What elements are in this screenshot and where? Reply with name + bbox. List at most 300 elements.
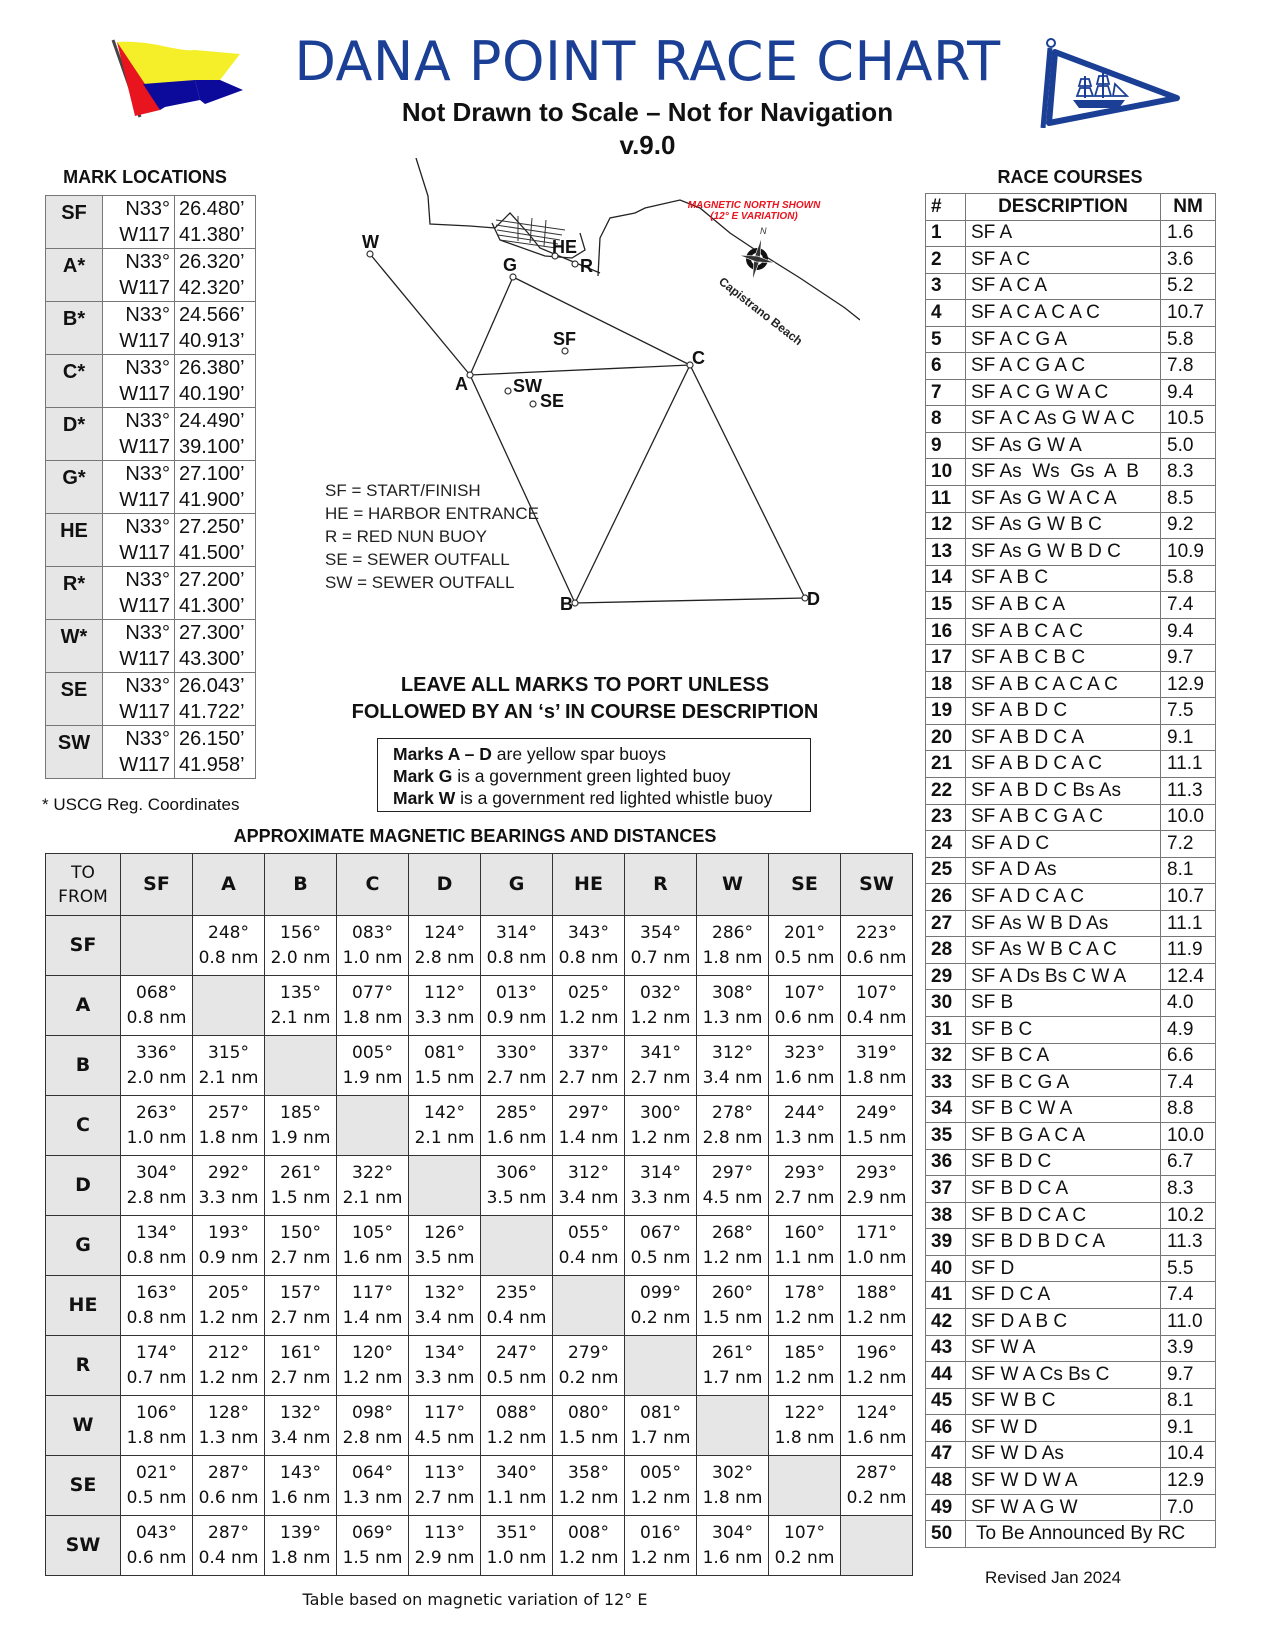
distance-value: 3.4 nm bbox=[558, 1187, 619, 1208]
bearing-cell bbox=[841, 1396, 913, 1456]
bearing-value: 201° bbox=[784, 922, 825, 943]
course-description: SF A B C B C bbox=[966, 645, 1161, 672]
course-distance: 5.8 bbox=[1161, 326, 1216, 353]
distance-value: 0.4 nm bbox=[486, 1307, 547, 1328]
mark-id: SW bbox=[46, 726, 103, 779]
map-legend-sf: SF = START/FINISH bbox=[325, 481, 481, 500]
distance-value: 1.5 nm bbox=[414, 1067, 475, 1088]
mark-locations-title: MARK LOCATIONS bbox=[63, 167, 227, 187]
distance-value: 1.2 nm bbox=[630, 1007, 691, 1028]
bearing-cell bbox=[481, 916, 553, 976]
uscg-footnote: * USCG Reg. Coordinates bbox=[42, 795, 240, 814]
race-course-row bbox=[926, 273, 1216, 300]
bearing-cell bbox=[121, 1216, 193, 1276]
course-description: SF A C A bbox=[966, 273, 1161, 300]
distance-value: 0.8 nm bbox=[558, 947, 619, 968]
mark-minutes bbox=[175, 726, 256, 779]
bearing-cell bbox=[625, 1456, 697, 1516]
row-header: R bbox=[46, 1336, 121, 1396]
mark-id: SE bbox=[46, 673, 103, 726]
distance-value: 2.1 nm bbox=[198, 1067, 259, 1088]
course-description: SF A C G A C bbox=[966, 353, 1161, 380]
course-distance: 9.4 bbox=[1161, 618, 1216, 645]
course-distance: 9.2 bbox=[1161, 512, 1216, 539]
mark-minutes bbox=[175, 620, 256, 673]
race-course-row bbox=[926, 937, 1216, 964]
coastline bbox=[416, 158, 860, 320]
course-number: 4 bbox=[926, 300, 966, 327]
bearing-value: 124° bbox=[856, 1402, 897, 1423]
distance-value: 0.2 nm bbox=[630, 1307, 691, 1328]
bearing-cell bbox=[193, 1036, 265, 1096]
race-course-row bbox=[926, 406, 1216, 433]
leave-note-line1: LEAVE ALL MARKS TO PORT UNLESS bbox=[400, 674, 770, 696]
course-description: SF A B C G A C bbox=[966, 804, 1161, 831]
row-header: G bbox=[46, 1216, 121, 1276]
course-distance: 3.9 bbox=[1161, 1335, 1216, 1362]
bearing-value: 032° bbox=[640, 982, 681, 1003]
bearing-value: 005° bbox=[352, 1042, 393, 1063]
race-course-row bbox=[926, 1149, 1216, 1176]
distance-value: 1.0 nm bbox=[846, 1247, 907, 1268]
column-header: C bbox=[337, 854, 409, 916]
bearing-cell bbox=[625, 1276, 697, 1336]
distance-value: 1.8 nm bbox=[774, 1427, 835, 1448]
course-number: 24 bbox=[926, 831, 966, 858]
course-description: SF A B D C Bs As bbox=[966, 778, 1161, 805]
bearing-value: 163° bbox=[136, 1282, 177, 1303]
bearing-cell bbox=[841, 1096, 913, 1156]
latitude-degrees: N33° bbox=[125, 357, 170, 379]
distance-value: 1.6 nm bbox=[342, 1247, 403, 1268]
bearings-row bbox=[46, 1036, 913, 1096]
course-description: SF D A B C bbox=[966, 1308, 1161, 1335]
distance-value: 1.2 nm bbox=[558, 1487, 619, 1508]
course-description: SF A bbox=[966, 220, 1161, 247]
bearing-cell bbox=[409, 916, 481, 976]
bearing-cell bbox=[553, 1396, 625, 1456]
bearing-value: 016° bbox=[640, 1522, 681, 1543]
capistrano-beach-label: Capistrano Beach bbox=[716, 274, 806, 349]
empty-cell bbox=[769, 1456, 841, 1516]
column-header: HE bbox=[553, 854, 625, 916]
bearing-value: 193° bbox=[208, 1222, 249, 1243]
bearing-value: 293° bbox=[784, 1162, 825, 1183]
course-description: SF W D bbox=[966, 1415, 1161, 1442]
course-distance: 6.6 bbox=[1161, 1043, 1216, 1070]
bearing-cell bbox=[841, 976, 913, 1036]
race-course-row bbox=[926, 1308, 1216, 1335]
course-distance: 8.8 bbox=[1161, 1096, 1216, 1123]
bearing-value: 235° bbox=[496, 1282, 537, 1303]
course-description: SF B C W A bbox=[966, 1096, 1161, 1123]
course-distance: 5.0 bbox=[1161, 432, 1216, 459]
distance-value: 1.6 nm bbox=[774, 1067, 835, 1088]
latitude-minutes: 27.200’ bbox=[179, 569, 245, 591]
bearing-value: 330° bbox=[496, 1042, 537, 1063]
distance-value: 0.4 nm bbox=[198, 1547, 259, 1568]
distance-value: 3.3 nm bbox=[630, 1187, 691, 1208]
bearing-value: 161° bbox=[280, 1342, 321, 1363]
course-number: 34 bbox=[926, 1096, 966, 1123]
course-description: SF As Ws Gs A B bbox=[966, 459, 1161, 486]
course-number: 10 bbox=[926, 459, 966, 486]
bearing-value: 319° bbox=[856, 1042, 897, 1063]
empty-cell bbox=[625, 1336, 697, 1396]
course-distance: 8.3 bbox=[1161, 1176, 1216, 1203]
distance-value: 1.8 nm bbox=[702, 1487, 763, 1508]
bearing-cell bbox=[697, 1456, 769, 1516]
mark-degrees bbox=[103, 514, 175, 567]
bearing-cell bbox=[409, 1396, 481, 1456]
course-description: SF B G A C A bbox=[966, 1123, 1161, 1150]
race-courses-table bbox=[925, 193, 1216, 1548]
bearing-cell bbox=[193, 1096, 265, 1156]
bearing-value: 008° bbox=[568, 1522, 609, 1543]
bearing-cell bbox=[769, 1516, 841, 1576]
distance-value: 1.2 nm bbox=[198, 1307, 259, 1328]
distance-value: 0.8 nm bbox=[126, 1247, 187, 1268]
mark-id: W* bbox=[46, 620, 103, 673]
distance-value: 0.5 nm bbox=[126, 1487, 187, 1508]
bearing-value: 128° bbox=[208, 1402, 249, 1423]
bearing-value: 358° bbox=[568, 1462, 609, 1483]
distance-value: 0.2 nm bbox=[846, 1487, 907, 1508]
course-description: SF W D As bbox=[966, 1441, 1161, 1468]
bearing-cell bbox=[121, 1456, 193, 1516]
longitude-minutes: 40.190’ bbox=[179, 383, 245, 405]
course-number: 36 bbox=[926, 1149, 966, 1176]
bearing-cell bbox=[121, 1096, 193, 1156]
race-course-row bbox=[926, 1123, 1216, 1150]
row-header: A bbox=[46, 976, 121, 1036]
course-distance: 7.5 bbox=[1161, 698, 1216, 725]
distance-value: 3.4 nm bbox=[270, 1427, 331, 1448]
distance-value: 2.7 nm bbox=[270, 1307, 331, 1328]
distance-value: 2.8 nm bbox=[342, 1427, 403, 1448]
bearing-value: 196° bbox=[856, 1342, 897, 1363]
distance-value: 2.7 nm bbox=[486, 1067, 547, 1088]
bearing-value: 312° bbox=[712, 1042, 753, 1063]
bearing-value: 287° bbox=[208, 1522, 249, 1543]
distance-value: 1.7 nm bbox=[702, 1367, 763, 1388]
bearing-value: 132° bbox=[424, 1282, 465, 1303]
bearing-value: 043° bbox=[136, 1522, 177, 1543]
latitude-degrees: N33° bbox=[125, 622, 170, 644]
bearing-cell bbox=[265, 1276, 337, 1336]
course-distance: 10.4 bbox=[1161, 1441, 1216, 1468]
course-description: SF A D C bbox=[966, 831, 1161, 858]
bearing-value: 263° bbox=[136, 1102, 177, 1123]
bearing-value: 354° bbox=[640, 922, 681, 943]
empty-cell bbox=[409, 1156, 481, 1216]
distance-value: 0.2 nm bbox=[774, 1547, 835, 1568]
bearing-value: 178° bbox=[784, 1282, 825, 1303]
bearing-cell bbox=[337, 976, 409, 1036]
course-description: SF A C bbox=[966, 247, 1161, 274]
mark-row bbox=[46, 249, 256, 302]
mark-minutes bbox=[175, 514, 256, 567]
bearing-value: 077° bbox=[352, 982, 393, 1003]
row-header: B bbox=[46, 1036, 121, 1096]
map-legend-se: SE = SEWER OUTFALL bbox=[325, 550, 510, 569]
bearing-value: 302° bbox=[712, 1462, 753, 1483]
race-course-row bbox=[926, 671, 1216, 698]
distance-value: 2.9 nm bbox=[846, 1187, 907, 1208]
course-distance: 3.6 bbox=[1161, 247, 1216, 274]
course-number: 9 bbox=[926, 432, 966, 459]
bearing-cell bbox=[409, 1036, 481, 1096]
course-number: 25 bbox=[926, 857, 966, 884]
longitude-minutes: 41.722’ bbox=[179, 701, 245, 723]
bearing-cell bbox=[337, 1336, 409, 1396]
bearing-value: 124° bbox=[424, 922, 465, 943]
course-number: 41 bbox=[926, 1282, 966, 1309]
course-distance: 9.7 bbox=[1161, 645, 1216, 672]
bearing-cell bbox=[121, 1156, 193, 1216]
race-course-row bbox=[926, 1176, 1216, 1203]
bearing-value: 120° bbox=[352, 1342, 393, 1363]
course-description: SF B bbox=[966, 990, 1161, 1017]
bearing-value: 106° bbox=[136, 1402, 177, 1423]
race-course-row bbox=[926, 565, 1216, 592]
bearing-cell bbox=[481, 1516, 553, 1576]
bearing-cell bbox=[841, 916, 913, 976]
race-course-row bbox=[926, 645, 1216, 672]
distance-value: 1.5 nm bbox=[558, 1427, 619, 1448]
mark-se-buoy bbox=[530, 401, 536, 407]
distance-value: 1.1 nm bbox=[486, 1487, 547, 1508]
map-legend-r: R = RED NUN BUOY bbox=[325, 527, 487, 546]
course-number: 28 bbox=[926, 937, 966, 964]
buoy-note: Mark W is a government red lighted whistle buoy bbox=[393, 788, 773, 808]
bearing-cell bbox=[553, 1036, 625, 1096]
bearing-value: 297° bbox=[568, 1102, 609, 1123]
bearing-cell bbox=[121, 976, 193, 1036]
bearing-cell bbox=[697, 1276, 769, 1336]
bearing-value: 107° bbox=[784, 1522, 825, 1543]
buoy-types-box bbox=[377, 738, 811, 812]
bearing-cell bbox=[265, 1096, 337, 1156]
bearing-value: 134° bbox=[424, 1342, 465, 1363]
bearing-value: 107° bbox=[856, 982, 897, 1003]
distance-value: 2.7 nm bbox=[558, 1067, 619, 1088]
course-distance: 6.7 bbox=[1161, 1149, 1216, 1176]
bearing-cell bbox=[625, 1156, 697, 1216]
mark-r-buoy bbox=[572, 261, 578, 267]
bearing-value: 323° bbox=[784, 1042, 825, 1063]
bearing-cell bbox=[553, 1516, 625, 1576]
longitude-degrees: W117 bbox=[119, 277, 170, 299]
page-subtitle: Not Drawn to Scale – Not for Navigation bbox=[401, 97, 894, 127]
bearing-value: 021° bbox=[136, 1462, 177, 1483]
course-description: SF A Ds Bs C W A bbox=[966, 963, 1161, 990]
distance-value: 2.1 nm bbox=[414, 1127, 475, 1148]
buoy-note: Marks A – D are yellow spar buoys bbox=[393, 744, 667, 764]
bearing-value: 285° bbox=[496, 1102, 537, 1123]
course-distance: 7.4 bbox=[1161, 1070, 1216, 1097]
mark-id: HE bbox=[46, 514, 103, 567]
bearing-cell bbox=[625, 1216, 697, 1276]
latitude-minutes: 26.380’ bbox=[179, 357, 245, 379]
course-description: SF As W B D As bbox=[966, 910, 1161, 937]
bearing-value: 261° bbox=[280, 1162, 321, 1183]
course-description: SF A C G A bbox=[966, 326, 1161, 353]
course-description: SF B C bbox=[966, 1016, 1161, 1043]
bearing-cell bbox=[769, 1276, 841, 1336]
distance-value: 4.5 nm bbox=[414, 1427, 475, 1448]
mark-row bbox=[46, 673, 256, 726]
magnetic-note-line2: (12° E VARIATION) bbox=[710, 211, 798, 222]
course-description: SF A C As G W A C bbox=[966, 406, 1161, 433]
race-course-row bbox=[926, 990, 1216, 1017]
bearings-row bbox=[46, 916, 913, 976]
bearing-cell bbox=[769, 916, 841, 976]
bearing-value: 315° bbox=[208, 1042, 249, 1063]
longitude-degrees: W117 bbox=[119, 701, 170, 723]
map-label-b: B bbox=[560, 594, 573, 614]
map-label-d: D bbox=[807, 589, 820, 609]
bearing-cell bbox=[697, 1156, 769, 1216]
distance-value: 3.4 nm bbox=[414, 1307, 475, 1328]
distance-value: 0.4 nm bbox=[846, 1007, 907, 1028]
distance-value: 1.9 nm bbox=[342, 1067, 403, 1088]
course-distance: 4.0 bbox=[1161, 990, 1216, 1017]
bearing-value: 341° bbox=[640, 1042, 681, 1063]
race-course-row bbox=[926, 1202, 1216, 1229]
distance-value: 2.7 nm bbox=[414, 1487, 475, 1508]
course-distance: 10.7 bbox=[1161, 300, 1216, 327]
course-number: 50 bbox=[926, 1521, 966, 1548]
bearing-value: 244° bbox=[784, 1102, 825, 1123]
course-number: 22 bbox=[926, 778, 966, 805]
bearing-value: 308° bbox=[712, 982, 753, 1003]
empty-cell bbox=[265, 1036, 337, 1096]
course-description: SF B C G A bbox=[966, 1070, 1161, 1097]
bearing-cell bbox=[481, 1456, 553, 1516]
distance-value: 1.8 nm bbox=[702, 947, 763, 968]
mark-minutes bbox=[175, 196, 256, 249]
bearing-value: 068° bbox=[136, 982, 177, 1003]
course-number: 12 bbox=[926, 512, 966, 539]
course-distance: 7.0 bbox=[1161, 1494, 1216, 1521]
distance-value: 2.7 nm bbox=[630, 1067, 691, 1088]
bearing-cell bbox=[481, 1096, 553, 1156]
race-course-row bbox=[926, 1043, 1216, 1070]
bearing-value: 142° bbox=[424, 1102, 465, 1123]
distance-value: 1.2 nm bbox=[846, 1307, 907, 1328]
course-description: SF A D C A C bbox=[966, 884, 1161, 911]
empty-cell bbox=[481, 1216, 553, 1276]
bearing-cell bbox=[625, 1096, 697, 1156]
latitude-degrees: N33° bbox=[125, 675, 170, 697]
bearing-value: 025° bbox=[568, 982, 609, 1003]
longitude-minutes: 43.300’ bbox=[179, 648, 245, 670]
distance-value: 2.7 nm bbox=[270, 1247, 331, 1268]
course-description: SF A C A C A C bbox=[966, 300, 1161, 327]
course-description: SF B D C bbox=[966, 1149, 1161, 1176]
distance-value: 1.2 nm bbox=[558, 1547, 619, 1568]
longitude-degrees: W117 bbox=[119, 595, 170, 617]
bearing-cell bbox=[625, 916, 697, 976]
bearing-cell bbox=[337, 1276, 409, 1336]
row-header: C bbox=[46, 1096, 121, 1156]
mark-row bbox=[46, 567, 256, 620]
bearing-cell bbox=[697, 1036, 769, 1096]
bearing-cell bbox=[481, 1156, 553, 1216]
course-number: 27 bbox=[926, 910, 966, 937]
course-number: 38 bbox=[926, 1202, 966, 1229]
course-distance: 11.1 bbox=[1161, 751, 1216, 778]
column-header: A bbox=[193, 854, 265, 916]
header-num: # bbox=[926, 194, 966, 221]
bearing-value: 300° bbox=[640, 1102, 681, 1123]
distance-value: 0.8 nm bbox=[198, 947, 259, 968]
race-course-row bbox=[926, 778, 1216, 805]
bearing-value: 292° bbox=[208, 1162, 249, 1183]
race-course-row bbox=[926, 512, 1216, 539]
course-distance: 8.1 bbox=[1161, 857, 1216, 884]
bearing-cell bbox=[121, 1036, 193, 1096]
distance-value: 1.3 nm bbox=[342, 1487, 403, 1508]
latitude-minutes: 27.300’ bbox=[179, 622, 245, 644]
longitude-degrees: W117 bbox=[119, 224, 170, 246]
mark-minutes bbox=[175, 302, 256, 355]
bearings-row bbox=[46, 1216, 913, 1276]
mark-id: D* bbox=[46, 408, 103, 461]
leave-marks-to-port-note bbox=[320, 672, 850, 726]
distance-value: 2.0 nm bbox=[126, 1067, 187, 1088]
course-description: SF W B C bbox=[966, 1388, 1161, 1415]
race-course-row bbox=[926, 1468, 1216, 1495]
bearing-cell bbox=[553, 1096, 625, 1156]
bearing-value: 314° bbox=[496, 922, 537, 943]
distance-value: 1.3 nm bbox=[198, 1427, 259, 1448]
course-number: 49 bbox=[926, 1494, 966, 1521]
bearing-value: 080° bbox=[568, 1402, 609, 1423]
header-description: DESCRIPTION bbox=[966, 194, 1161, 221]
course-description: SF B D C A bbox=[966, 1176, 1161, 1203]
course-description: SF A D As bbox=[966, 857, 1161, 884]
course-description: SF A B D C A bbox=[966, 724, 1161, 751]
race-course-row bbox=[926, 698, 1216, 725]
bearing-cell bbox=[337, 1516, 409, 1576]
distance-value: 3.3 nm bbox=[198, 1187, 259, 1208]
version-label: v.9.0 bbox=[619, 130, 676, 160]
bearing-cell bbox=[697, 916, 769, 976]
mark-row bbox=[46, 355, 256, 408]
revised-date: Revised Jan 2024 bbox=[985, 1568, 1122, 1587]
distance-value: 0.6 nm bbox=[846, 947, 907, 968]
race-course-row bbox=[926, 1070, 1216, 1097]
course-distance: 4.9 bbox=[1161, 1016, 1216, 1043]
bearing-cell bbox=[265, 976, 337, 1036]
row-header: D bbox=[46, 1156, 121, 1216]
course-number: 44 bbox=[926, 1362, 966, 1389]
course-description: SF D C A bbox=[966, 1282, 1161, 1309]
bearing-value: 117° bbox=[352, 1282, 393, 1303]
course-distance: 10.0 bbox=[1161, 804, 1216, 831]
bearing-value: 099° bbox=[640, 1282, 681, 1303]
race-course-row bbox=[926, 884, 1216, 911]
bearing-cell bbox=[625, 976, 697, 1036]
bearing-cell bbox=[409, 1336, 481, 1396]
bearing-value: 126° bbox=[424, 1222, 465, 1243]
bearing-value: 098° bbox=[352, 1402, 393, 1423]
course-description: SF A B C A C bbox=[966, 618, 1161, 645]
map-label-c: C bbox=[692, 348, 705, 368]
course-number: 1 bbox=[926, 220, 966, 247]
